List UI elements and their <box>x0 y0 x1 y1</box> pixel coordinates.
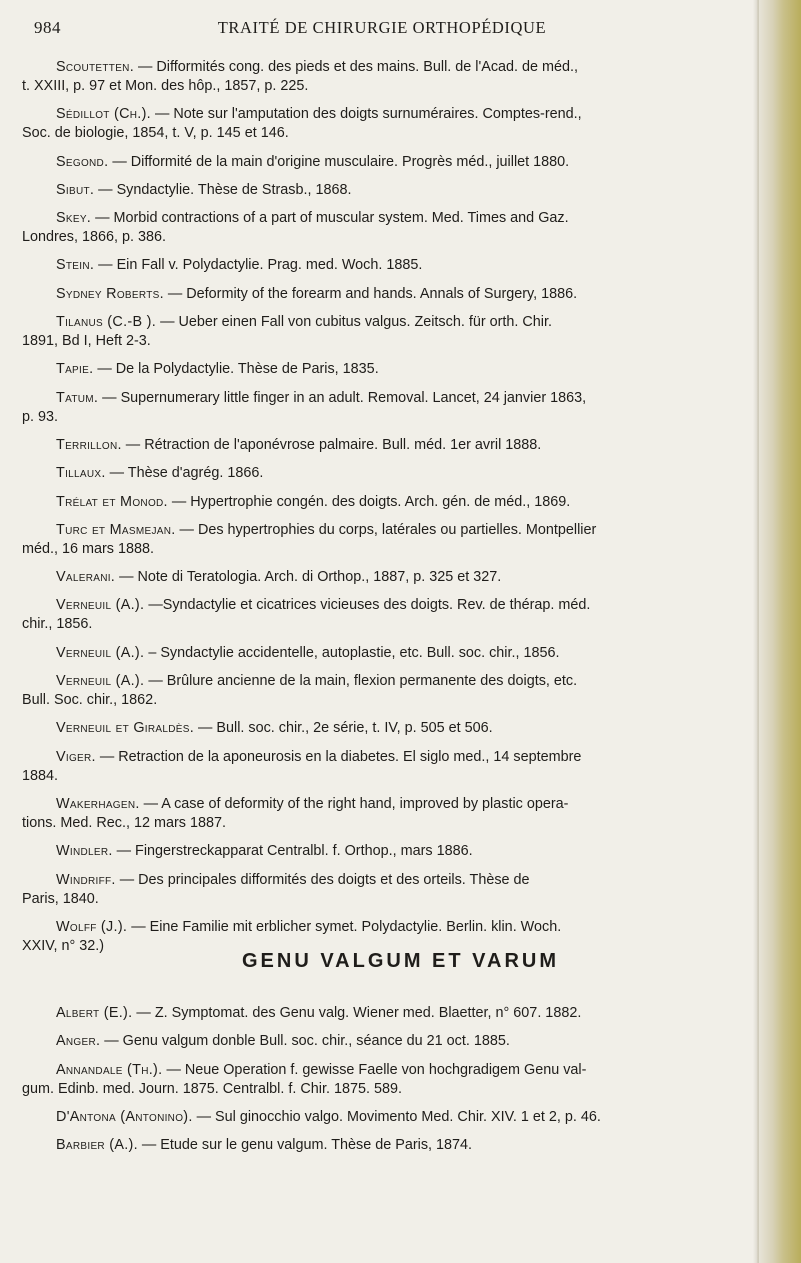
entry-author: Wakerhagen. <box>56 795 140 812</box>
bibliography-entry <box>22 795 737 833</box>
entry-continuation: 1884. <box>22 767 59 784</box>
entry-author: Verneuil (A.). <box>56 597 145 614</box>
entry-author: Tapie. <box>56 361 94 378</box>
entry-text: — Difformité de la main d'origine musculaire. Progrès méd., juillet 1880. <box>108 153 570 170</box>
bibliography-entry <box>22 672 737 710</box>
bibliography-entry <box>22 1108 737 1127</box>
entry-text: — Des principales difformités des doigts et des orteils. Thèse de <box>115 871 530 888</box>
entry-text: —Syndactylie et cicatrices vicieuses des doigts. Rev. de thérap. méd. <box>144 597 591 614</box>
bibliography-entry <box>22 1136 737 1155</box>
entry-text: – Syndactylie accidentelle, autoplastie, etc. Bull. soc. chir., 1856. <box>144 644 560 661</box>
entry-author: Scoutetten. <box>56 59 135 75</box>
entry-author: Verneuil et Giraldès. <box>56 720 195 737</box>
bibliography-entry <box>22 719 737 738</box>
running-title: TRAITÉ DE CHIRURGIE ORTHOPÉDIQUE <box>217 18 547 37</box>
page-header <box>34 18 730 46</box>
entry-text: — Syndactylie. Thèse de Strasb., 1868. <box>94 181 352 198</box>
entry-continuation: Soc. de biologie, 1854, t. V, p. 145 et 146. <box>22 125 289 142</box>
entry-continuation: Bull. Soc. chir., 1862. <box>22 692 158 709</box>
entry-text: — Thèse d'agrég. 1866. <box>105 465 264 482</box>
entry-text: — Genu valgum donble Bull. soc. chir., séance du 21 oct. 1885. <box>100 1033 510 1050</box>
entry-continuation: Paris, 1840. <box>22 890 99 907</box>
entry-author: Terrillon. <box>56 436 122 453</box>
entry-continuation: méd., 16 mars 1888. <box>22 540 154 557</box>
entry-continuation: 1891, Bd I, Heft 2-3. <box>22 333 151 350</box>
page-number: 984 <box>34 18 61 37</box>
page-edge <box>757 0 801 1263</box>
bibliography-list-bottom <box>22 1004 737 1164</box>
bibliography-entry <box>22 313 737 351</box>
bibliography-entry <box>22 436 737 455</box>
entry-author: Windler. <box>56 843 113 860</box>
bibliography-entry <box>22 493 737 512</box>
entry-text: — Neue Operation f. gewisse Faelle von hochgradigem Genu val- <box>162 1061 587 1078</box>
page-edge-shadow <box>753 0 759 1263</box>
entry-author: Verneuil (A.). <box>56 673 145 690</box>
entry-text: — Des hypertrophies du corps, latérales ou partielles. Montpellier <box>175 521 597 538</box>
entry-text: — Retraction de la aponeurosis en la diabetes. El siglo med., 14 septembre <box>95 748 582 765</box>
entry-author: Verneuil (A.). <box>56 644 145 661</box>
bibliography-entry <box>22 360 737 379</box>
bibliography-entry <box>22 1032 737 1051</box>
entry-continuation: Londres, 1866, p. 386. <box>22 229 167 246</box>
entry-text: — Ein Fall v. Polydactylie. Prag. med. Woch. 1885. <box>94 257 423 274</box>
entry-text: — Fingerstreckapparat Centralbl. f. Orthop., mars 1886. <box>112 843 473 860</box>
entry-author: Albert (E.). <box>56 1005 133 1021</box>
bibliography-entry <box>22 256 737 275</box>
entry-author: Viger. <box>56 748 96 765</box>
entry-author: Turc et Masmejan. <box>56 521 176 538</box>
entry-author: Tilanus (C.-B ). <box>56 314 157 331</box>
entry-text: — Brûlure ancienne de la main, flexion permanente des doigts, etc. <box>144 673 578 690</box>
bibliography-entry <box>22 521 737 559</box>
entry-text: — Note sur l'amputation des doigts surnuméraires. Comptes-rend., <box>150 106 582 123</box>
entry-author: Skey. <box>56 210 92 227</box>
entry-text: — Bull. soc. chir., 2e série, t. IV, p. 505 et 506. <box>194 720 493 737</box>
entry-text: — Difformités cong. des pieds et des mains. Bull. de l'Acad. de méd., <box>134 59 579 75</box>
entry-text: — Sul ginocchio valgo. Movimento Med. Chir. XIV. 1 et 2, p. 46. <box>192 1108 601 1125</box>
bibliography-entry <box>22 644 737 663</box>
entry-author: Wolff (J.). <box>56 918 128 935</box>
section-heading: GENU VALGUM ET VARUM <box>241 950 560 972</box>
bibliography-entry <box>22 285 737 304</box>
bibliography-entry <box>22 568 737 587</box>
bibliography-entry <box>22 105 737 143</box>
entry-text: — A case of deformity of the right hand, improved by plastic opera- <box>139 795 569 812</box>
entry-author: Tatum. <box>56 389 99 406</box>
entry-author: Trélat et Monod. <box>56 493 168 510</box>
bibliography-entry <box>22 181 737 200</box>
entry-text: — Morbid contractions of a part of muscular system. Med. Times and Gaz. <box>91 210 569 227</box>
entry-text: — Note di Teratologia. Arch. di Orthop., 1887, p. 325 et 327. <box>115 569 502 586</box>
entry-continuation: chir., 1856. <box>22 616 93 633</box>
entry-text: — Hypertrophie congén. des doigts. Arch. gén. de méd., 1869. <box>167 493 571 510</box>
entry-author: Segond. <box>56 153 109 170</box>
entry-author: Sibut. <box>56 181 95 198</box>
bibliography-entry <box>22 596 737 634</box>
entry-text: — Eine Familie mit erblicher symet. Polydactylie. Berlin. klin. Woch. <box>127 918 562 935</box>
entry-author: Stein. <box>56 257 95 274</box>
entry-author: Sédillot (Ch.). <box>56 106 151 123</box>
entry-continuation: tions. Med. Rec., 12 mars 1887. <box>22 814 226 831</box>
entry-text: — Z. Symptomat. des Genu valg. Wiener med. Blaetter, n° 607. 1882. <box>132 1005 582 1021</box>
entry-author: Anger. <box>56 1033 101 1050</box>
entry-text: — Rétraction de l'aponévrose palmaire. Bull. méd. 1er avril 1888. <box>121 436 542 453</box>
bibliography-entry <box>22 58 737 96</box>
bibliography-entry <box>22 389 737 427</box>
entry-author: Annandale (Th.). <box>56 1061 163 1078</box>
bibliography-entry <box>22 871 737 909</box>
entry-text: — Etude sur le genu valgum. Thèse de Paris, 1874. <box>137 1137 473 1154</box>
bibliography-entry <box>22 842 737 861</box>
entry-author: Sydney Roberts. <box>56 285 164 302</box>
bibliography-entry <box>22 464 737 483</box>
bibliography-entry <box>22 748 737 786</box>
entry-text: — Supernumerary little finger in an adult. Removal. Lancet, 24 janvier 1863, <box>98 389 587 406</box>
bibliography-entry <box>22 1061 737 1099</box>
entry-text: — Ueber einen Fall von cubitus valgus. Zeitsch. für orth. Chir. <box>156 314 552 331</box>
bibliography-list-top <box>22 58 737 965</box>
entry-text: — Deformity of the forearm and hands. Annals of Surgery, 1886. <box>163 285 578 302</box>
entry-author: D'Antona (Antonino). <box>56 1108 193 1125</box>
entry-author: Valerani. <box>56 569 116 586</box>
bibliography-entry <box>22 153 737 172</box>
entry-author: Windriff. <box>56 871 116 888</box>
entry-author: Tillaux. <box>56 465 106 482</box>
entry-continuation: p. 93. <box>22 408 59 425</box>
entry-continuation: gum. Edinb. med. Journ. 1875. Centralbl. f. Chir. 1875. 589. <box>22 1080 402 1097</box>
entry-continuation: XXIV, n° 32.) <box>22 937 105 954</box>
entry-continuation: t. XXIII, p. 97 et Mon. des hôp., 1857, p. 225. <box>22 78 309 94</box>
bibliography-entry <box>22 209 737 247</box>
bibliography-entry <box>22 1004 737 1023</box>
entry-author: Barbier (A.). <box>56 1137 138 1154</box>
entry-text: — De la Polydactylie. Thèse de Paris, 1835. <box>93 361 379 378</box>
